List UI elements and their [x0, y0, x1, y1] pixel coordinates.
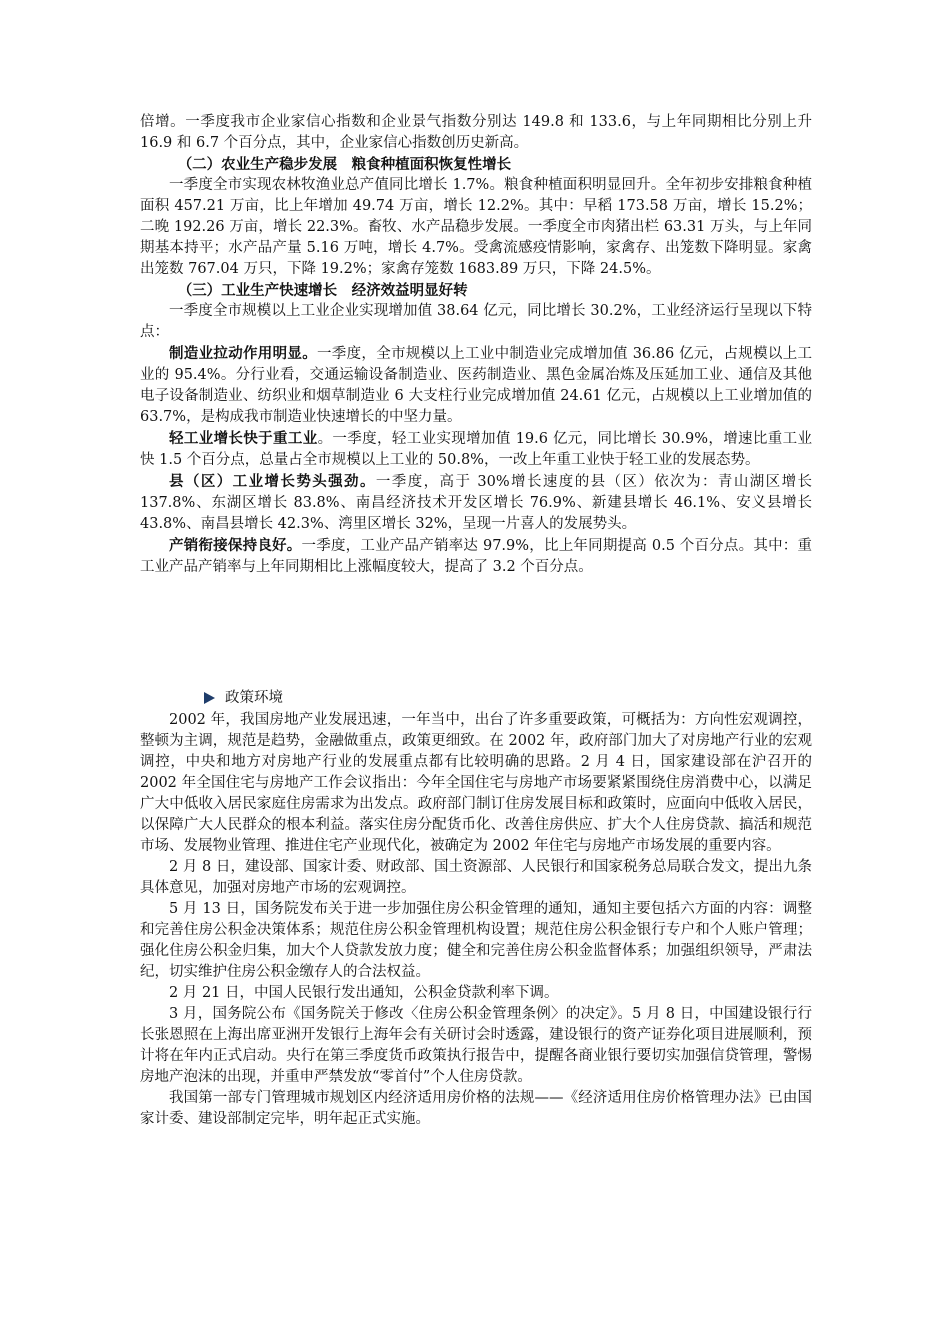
paragraph-manufacturing [140, 343, 812, 428]
document-page [140, 112, 812, 1130]
lead-counties: 县（区）工业增长势头强劲。 [169, 473, 376, 490]
paragraph-policy-march: 3 月，国务院公布《国务院关于修改〈住房公积金管理条例〉的决定》。5 月 8 日，中国建设银行行长张恩照在上海出席亚洲开发银行上海年会有关研讨会时透露，建设银行的资产证券化项目进展顺利，预计将在年内正式启动。央行在第三季度货币政策执行报告中，提醒各商业银行要切实加强信贷管理，警惕房地产泡沫的出现，并重申严禁发放“零首付”个人住房贷款。 [140, 1006, 812, 1085]
paragraph-policy-pricing: 我国第一部专门管理城市规划区内经济适用房价格的法规——《经济适用住房价格管理办法》已由国家计委、建设部制定完毕，明年起正式实施。 [140, 1090, 812, 1127]
paragraph-policy-feb21: 2 月 21 日，中国人民银行发出通知，公积金贷款利率下调。 [169, 985, 559, 1001]
text-light-industry: 。一季度，轻工业实现增加值 19.6 亿元，同比增长 30.9%，增速比重工业快 1.5 个百分点，总量占全市规模以上工业的 50.8%，一改上年重工业快于轻工业的发展态势。 [140, 431, 812, 468]
paragraph-agriculture: 一季度全市实现农林牧渔业总产值同比增长 1.7%。粮食种植面积明显回升。全年初步安排粮食种植面积 457.21 万亩，比上年增加 49.74 万亩，增长 12.2%。其中：早稻 173.58 万亩，增长 15.2%；二晚 192.26 万亩，增长 22.3%。畜牧、水产品稳步发展。一季度全市肉猪出栏 63.31 万头，与上年同期基本持平；水产品产量 5.16 万吨，增长 4.7%。受禽流感疫情影响，家禽存、出笼数下降明显。家禽出笼数 767.04 万只，下降 19.2%；家禽存笼数 1683.89 万只，下降 24.5%。 [140, 177, 812, 277]
text-sales: 一季度，工业产品产销率达 97.9%，比上年同期提高 0.5 个百分点。其中：重工业产品产销率与上年同期相比上涨幅度较大，提高了 3.2 个百分点。 [140, 538, 813, 575]
paragraph-counties [140, 471, 812, 535]
triangle-bullet-icon [204, 692, 215, 704]
lead-sales: 产销衔接保持良好。 [169, 537, 302, 554]
paragraph-policy-2002: 2002 年，我国房地产业发展迅速，一年当中，出台了许多重要政策，可概括为：方向性宏观调控，整顿为主调，规范是趋势，金融做重点，政策更细致。在 2002 年，政府部门加大了对房地产行业的宏观调控，中央和地方对房地产行业的发展重点都有比较明确的思路。2 月 4 日，国家建设部在沪召开的 2002 年全国住宅与房地产工作会议指出：今年全国住宅与房地产市场要紧紧围绕住房消费中心，以满足广大中低收入居民家庭住房需求为出发点。政府部门制订住房发展目标和政策时，应面向中低收入居民，以保障广大人民群众的根本利益。落实住房分配货币化、改善住房供应、扩大个人住房贷款、搞活和规范市场、发展物业管理、推进住宅产业现代化，被确定为 2002 年住宅与房地产市场发展的重要内容。 [140, 712, 812, 854]
text-counties: 一季度，高于 30%增长速度的县（区）依次为：青山湖区增长 137.8%、东湖区增长 83.8%、南昌经济技术开发区增长 76.9%、新建县增长 46.1%、安义县增长 43.8%、南昌县增长 42.3%、湾里区增长 32%，呈现一片喜人的发展势头。 [140, 474, 812, 532]
section-heading-industry: （三）工业生产快速增长 经济效益明显好转 [177, 282, 468, 299]
section-heading-agriculture: （二）农业生产稳步发展 粮食种植面积恢复性增长 [177, 156, 512, 173]
blank-gap [140, 578, 812, 686]
paragraph-policy-feb8: 2 月 8 日，建设部、国家计委、财政部、国土资源部、人民银行和国家税务总局联合发文，提出九条具体意见，加强对房地产市场的宏观调控。 [140, 859, 812, 896]
paragraph-industry-intro: 一季度全市规模以上工业企业实现增加值 38.64 亿元，同比增长 30.2%，工业经济运行呈现以下特点： [140, 303, 812, 340]
policy-title-text: 政策环境 [225, 689, 283, 706]
paragraph-policy-may13: 5 月 13 日，国务院发布关于进一步加强住房公积金管理的通知，通知主要包括六方面的内容：调整和完善住房公积金决策体系；规范住房公积金管理机构设置；规范住房公积金银行专户和个人账户管理；强化住房公积金归集，加大个人贷款发放力度；健全和完善住房公积金监督体系；加强组织领导，严肃法纪，切实维护住房公积金缴存人的合法权益。 [140, 901, 812, 980]
paragraph-sales [140, 535, 812, 578]
policy-section-title [140, 686, 812, 710]
lead-manufacturing: 制造业拉动作用明显。 [169, 345, 317, 362]
paragraph-light-industry [140, 428, 812, 471]
lead-light-industry: 轻工业增长快于重工业 [169, 430, 318, 447]
text-manufacturing: 一季度，全市规模以上工业中制造业完成增加值 36.86 亿元，占规模以上工业的 95.4%。分行业看，交通运输设备制造业、医药制造业、黑色金属冶炼及压延加工业、通信及其他电子设备制造业、纺织业和烟草制造业 6 大支柱行业完成增加值 24.61 亿元，占规模以上工业增加值的 63.7%，是构成我市制造业快速增长的中坚力量。 [140, 346, 813, 425]
paragraph-continuation: 倍增。一季度我市企业家信心指数和企业景气指数分别达 149.8 和 133.6，与上年同期相比分别上升 16.9 和 6.7 个百分点，其中，企业家信心指数创历史新高。 [140, 114, 812, 151]
